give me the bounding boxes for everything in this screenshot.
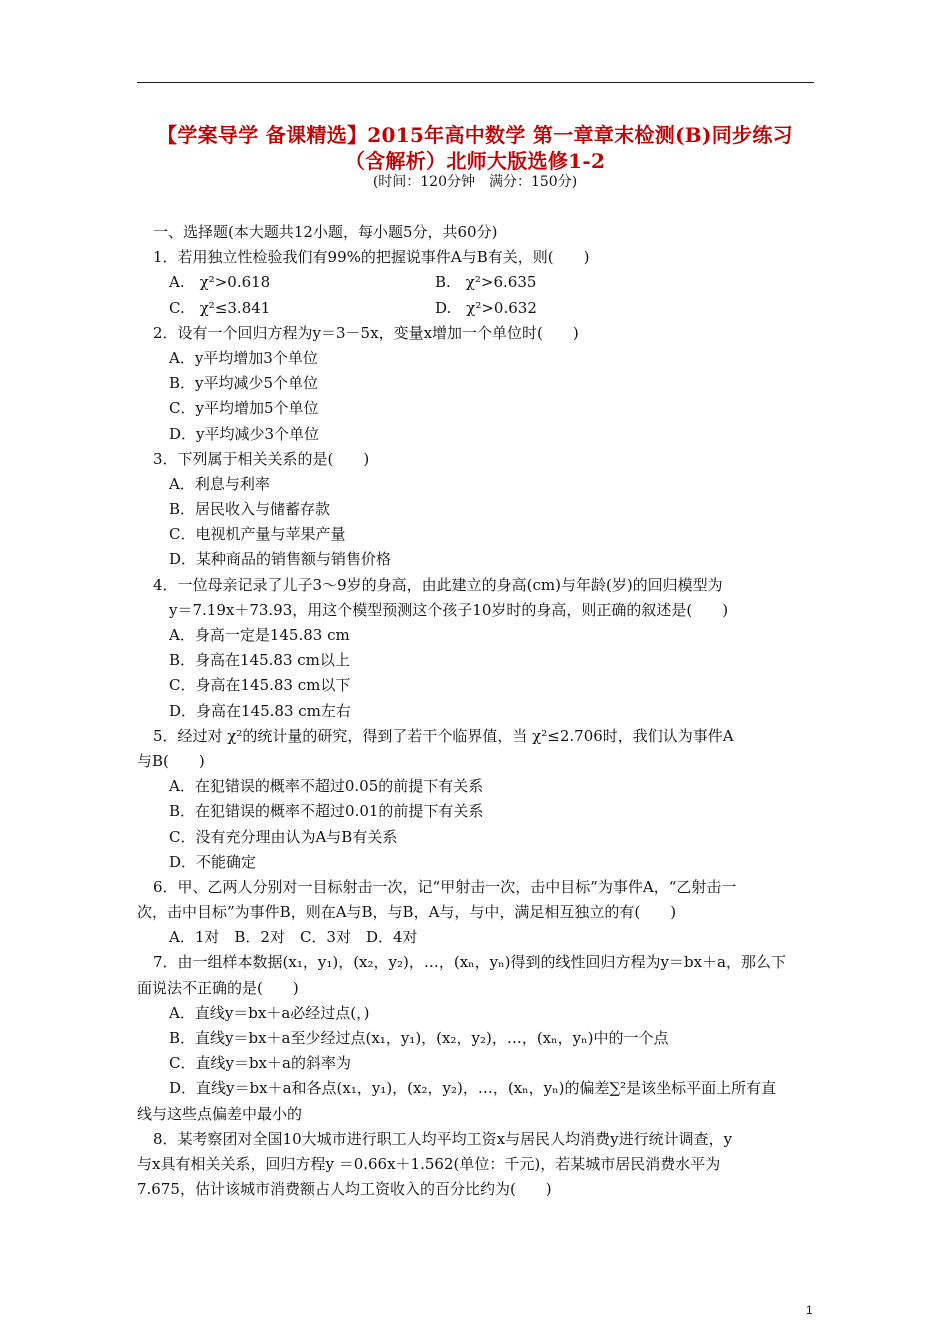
q7-option-c: C．直线y＝bx＋a的斜率为 (169, 1054, 351, 1073)
q3-stem: 3．下列属于相关关系的是( ) (153, 449, 370, 468)
q1-option-b: B. χ²>6.635 (435, 273, 537, 292)
q1-options-row1 (137, 270, 819, 295)
q7-option-b: B．直线y＝bx＋a至少经过点(x₁，y₁)，(x₂，y₂)，…，(xₙ，yₙ)中的一个点 (169, 1029, 669, 1047)
q1-option-c: C. χ²≤3.841 (169, 298, 271, 317)
q5-stem-line1: 5．经过对 χ²的统计量的研究，得到了若干个临界值，当 χ²≤2.706时，我们认为事件A (153, 726, 734, 745)
q4-option-a: A．身高一定是145.83 cm (169, 626, 350, 644)
q3-option-a: A．利息与利率 (169, 474, 270, 493)
q7-option-d-line2: 线与这些点偏差中最小的 (137, 1104, 303, 1123)
exam-meta: (时间：120分钟 满分：150分) (372, 174, 578, 190)
q6-options: A．1对 B．2对 C．3对 D．4对 (169, 928, 418, 947)
q6-stem-line1: 6．甲、乙两人分别对一目标射击一次，记“甲射击一次，击中目标”为事件A，“乙射击一 (153, 877, 737, 896)
q3-option-b: B．居民收入与储蓄存款 (169, 500, 331, 519)
q7-option-a: A．直线y＝bx＋a必经过点(，) (169, 1003, 370, 1022)
q6-stem-line2: 次，击中目标”为事件B，则在A与B，与B，A与，与中，满足相互独立的有( ) (137, 903, 677, 922)
page-number: 1 (806, 1303, 813, 1317)
q4-option-c: C．身高在145.83 cm以下 (169, 676, 351, 695)
q5-option-b: B．在犯错误的概率不超过0.01的前提下有关系 (169, 802, 484, 821)
q1-option-d: D. χ²>0.632 (435, 298, 537, 317)
q3-option-d: D．某种商品的销售额与销售价格 (169, 550, 392, 569)
q1-stem: 1．若用独立性检验我们有99%的把握说事件A与B有关，则( ) (153, 248, 590, 267)
q3-option-c: C．电视机产量与苹果产量 (169, 525, 346, 544)
q7-stem-line1: 7．由一组样本数据(x₁，y₁)，(x₂，y₂)，…，(xₙ，yₙ)得到的线性回归方程为y＝bx＋a，那么下 (153, 953, 786, 972)
title-line-1: 【学案导学 备课精选】2015年高中数学 第一章章末检测(B)同步练习 (157, 123, 793, 147)
document-title (120, 122, 830, 174)
q5-option-a: A．在犯错误的概率不超过0.05的前提下有关系 (169, 777, 484, 796)
section-heading: 一、选择题(本大题共12小题，每小题5分，共60分) (153, 223, 498, 241)
title-line-2: （含解析）北师大版选修1-2 (344, 149, 606, 173)
q5-stem-line2: 与B( ) (137, 751, 205, 770)
q4-stem-line2: y＝7.19x＋73.93，用这个模型预测这个孩子10岁时的身高，则正确的叙述是( ) (169, 600, 729, 619)
q1-option-a: A. χ²>0.618 (169, 273, 271, 292)
q2-option-c: C．y平均增加5个单位 (169, 399, 319, 418)
q4-stem-line1: 4．一位母亲记录了儿子3～9岁的身高，由此建立的身高(cm)与年龄(岁)的回归模型为 (153, 575, 723, 594)
q2-stem: 2．设有一个回归方程为y＝3－5x，变量x增加一个单位时( ) (153, 323, 579, 342)
question-body (137, 220, 819, 1202)
q5-option-c: C．没有充分理由认为A与B有关系 (169, 827, 398, 846)
q1-options-row2 (137, 296, 819, 321)
q2-option-d: D．y平均减少3个单位 (169, 424, 320, 443)
header-rule (137, 82, 814, 83)
q2-option-a: A．y平均增加3个单位 (169, 348, 318, 367)
q4-option-b: B．身高在145.83 cm以上 (169, 651, 350, 670)
q8-stem-line2: 与x具有相关关系，回归方程y ＝0.66x＋1.562(单位：千元)，若某城市居民消费水平为 (137, 1154, 721, 1173)
q5-option-d: D．不能确定 (169, 852, 257, 871)
q8-stem-line3: 7.675，估计该城市消费额占人均工资收入的百分比约为( ) (137, 1180, 552, 1199)
q8-stem-line1: 8．某考察团对全国10大城市进行职工人均平均工资x与居民人均消费y进行统计调查，y (153, 1129, 733, 1148)
q4-option-d: D．身高在145.83 cm左右 (169, 701, 351, 720)
q2-option-b: B．y平均减少5个单位 (169, 374, 319, 393)
q7-stem-line2: 面说法不正确的是( ) (137, 978, 299, 997)
q7-option-d-line1: D．直线y＝bx＋a和各点(x₁，y₁)，(x₂，y₂)，…，(xₙ，yₙ)的偏差∑²是该坐标平面上所有直 (169, 1079, 777, 1098)
